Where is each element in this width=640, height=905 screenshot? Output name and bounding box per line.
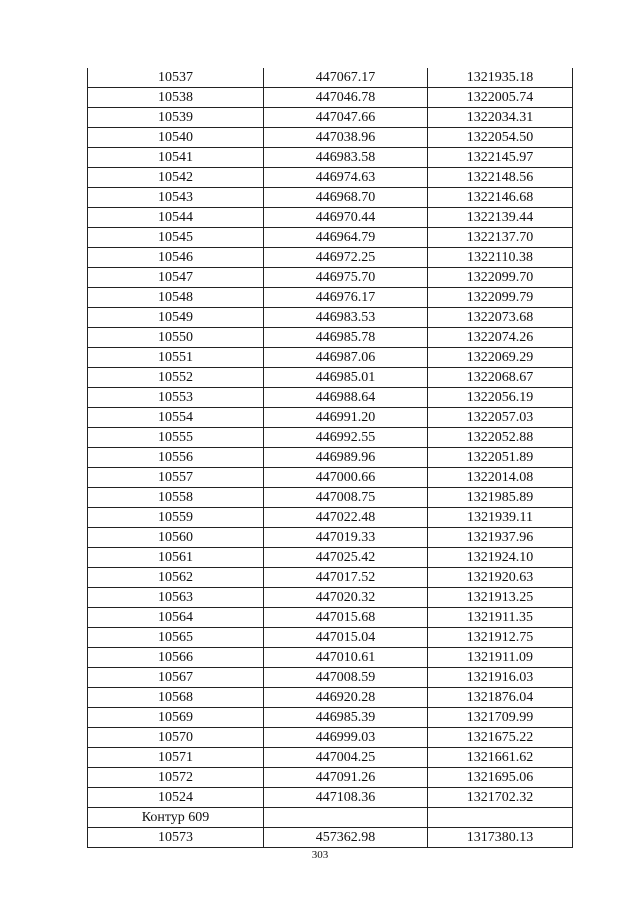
x-coordinate-cell: 446983.53: [264, 308, 428, 328]
x-coordinate-cell: 446970.44: [264, 208, 428, 228]
y-coordinate-cell: 1321913.25: [428, 588, 573, 608]
table-row: [88, 68, 573, 88]
x-coordinate-cell: 447010.61: [264, 648, 428, 668]
point-number-cell: 10560: [88, 528, 264, 548]
point-number-cell: 10524: [88, 788, 264, 808]
point-number-cell: 10573: [88, 828, 264, 848]
x-coordinate-cell: 446964.79: [264, 228, 428, 248]
x-coordinate-cell: 446991.20: [264, 408, 428, 428]
x-coordinate-cell: 446976.17: [264, 288, 428, 308]
table-row: [88, 368, 573, 388]
point-number-cell: 10555: [88, 428, 264, 448]
y-coordinate-cell: 1321935.18: [428, 68, 573, 88]
table-row: [88, 688, 573, 708]
y-coordinate-cell: 1322034.31: [428, 108, 573, 128]
table-row: [88, 388, 573, 408]
y-coordinate-cell: 1322069.29: [428, 348, 573, 368]
table-row: [88, 88, 573, 108]
point-number-cell: 10571: [88, 748, 264, 768]
table-row: [88, 788, 573, 808]
table-row: [88, 328, 573, 348]
x-coordinate-cell: 446985.01: [264, 368, 428, 388]
point-number-cell: 10550: [88, 328, 264, 348]
y-coordinate-cell: 1322145.97: [428, 148, 573, 168]
x-coordinate-cell: 447091.26: [264, 768, 428, 788]
y-coordinate-cell: 1321937.96: [428, 528, 573, 548]
x-coordinate-cell: 446989.96: [264, 448, 428, 468]
y-coordinate-cell: 1322137.70: [428, 228, 573, 248]
y-coordinate-cell: 1321912.75: [428, 628, 573, 648]
x-coordinate-cell: 447004.25: [264, 748, 428, 768]
y-coordinate-cell: 1321985.89: [428, 488, 573, 508]
point-number-cell: Контур 609: [88, 808, 264, 828]
point-number-cell: 10552: [88, 368, 264, 388]
point-number-cell: 10539: [88, 108, 264, 128]
y-coordinate-cell: 1321916.03: [428, 668, 573, 688]
table-row: [88, 188, 573, 208]
y-coordinate-cell: 1321695.06: [428, 768, 573, 788]
y-coordinate-cell: 1322052.88: [428, 428, 573, 448]
point-number-cell: 10572: [88, 768, 264, 788]
x-coordinate-cell: 447025.42: [264, 548, 428, 568]
y-coordinate-cell: 1321709.99: [428, 708, 573, 728]
table-row: [88, 268, 573, 288]
table-row: [88, 348, 573, 368]
y-coordinate-cell: 1322073.68: [428, 308, 573, 328]
y-coordinate-cell: 1322099.70: [428, 268, 573, 288]
y-coordinate-cell: 1321876.04: [428, 688, 573, 708]
x-coordinate-cell: 447108.36: [264, 788, 428, 808]
y-coordinate-cell: 1322014.08: [428, 468, 573, 488]
table-row: [88, 588, 573, 608]
point-number-cell: 10566: [88, 648, 264, 668]
y-coordinate-cell: 1322139.44: [428, 208, 573, 228]
point-number-cell: 10548: [88, 288, 264, 308]
y-coordinate-cell: 1322074.26: [428, 328, 573, 348]
table-row: [88, 808, 573, 828]
point-number-cell: 10554: [88, 408, 264, 428]
y-coordinate-cell: 1321702.32: [428, 788, 573, 808]
point-number-cell: 10565: [88, 628, 264, 648]
point-number-cell: 10567: [88, 668, 264, 688]
y-coordinate-cell: 1317380.13: [428, 828, 573, 848]
y-coordinate-cell: 1321911.35: [428, 608, 573, 628]
table-row: [88, 428, 573, 448]
x-coordinate-cell: 457362.98: [264, 828, 428, 848]
y-coordinate-cell: 1322110.38: [428, 248, 573, 268]
point-number-cell: 10568: [88, 688, 264, 708]
point-number-cell: 10545: [88, 228, 264, 248]
table-row: [88, 468, 573, 488]
point-number-cell: 10556: [88, 448, 264, 468]
table-row: [88, 628, 573, 648]
x-coordinate-cell: 446983.58: [264, 148, 428, 168]
y-coordinate-cell: 1322148.56: [428, 168, 573, 188]
y-coordinate-cell: 1321939.11: [428, 508, 573, 528]
y-coordinate-cell: [428, 808, 573, 828]
y-coordinate-cell: 1322051.89: [428, 448, 573, 468]
table-row: [88, 408, 573, 428]
table-row: [88, 228, 573, 248]
x-coordinate-cell: 446988.64: [264, 388, 428, 408]
x-coordinate-cell: 446920.28: [264, 688, 428, 708]
y-coordinate-cell: 1321911.09: [428, 648, 573, 668]
table-row: [88, 168, 573, 188]
point-number-cell: 10546: [88, 248, 264, 268]
x-coordinate-cell: 447000.66: [264, 468, 428, 488]
y-coordinate-cell: 1322057.03: [428, 408, 573, 428]
point-number-cell: 10551: [88, 348, 264, 368]
table-row: [88, 568, 573, 588]
point-number-cell: 10570: [88, 728, 264, 748]
point-number-cell: 10563: [88, 588, 264, 608]
point-number-cell: 10562: [88, 568, 264, 588]
table-row: [88, 288, 573, 308]
x-coordinate-cell: 447020.32: [264, 588, 428, 608]
coordinates-table-body: [88, 68, 573, 848]
x-coordinate-cell: 447038.96: [264, 128, 428, 148]
y-coordinate-cell: 1321675.22: [428, 728, 573, 748]
table-row: [88, 548, 573, 568]
y-coordinate-cell: 1322056.19: [428, 388, 573, 408]
y-coordinate-cell: 1321920.63: [428, 568, 573, 588]
y-coordinate-cell: 1321661.62: [428, 748, 573, 768]
point-number-cell: 10540: [88, 128, 264, 148]
table-row: [88, 728, 573, 748]
y-coordinate-cell: 1322005.74: [428, 88, 573, 108]
point-number-cell: 10549: [88, 308, 264, 328]
point-number-cell: 10559: [88, 508, 264, 528]
x-coordinate-cell: [264, 808, 428, 828]
table-row: [88, 308, 573, 328]
y-coordinate-cell: 1322146.68: [428, 188, 573, 208]
table-row: [88, 128, 573, 148]
x-coordinate-cell: 446985.78: [264, 328, 428, 348]
y-coordinate-cell: 1322054.50: [428, 128, 573, 148]
x-coordinate-cell: 447008.59: [264, 668, 428, 688]
table-row: [88, 208, 573, 228]
x-coordinate-cell: 446974.63: [264, 168, 428, 188]
x-coordinate-cell: 446985.39: [264, 708, 428, 728]
coordinates-table: [87, 68, 573, 848]
x-coordinate-cell: 447019.33: [264, 528, 428, 548]
table-row: [88, 488, 573, 508]
x-coordinate-cell: 446968.70: [264, 188, 428, 208]
point-number-cell: 10569: [88, 708, 264, 728]
x-coordinate-cell: 447015.68: [264, 608, 428, 628]
x-coordinate-cell: 446975.70: [264, 268, 428, 288]
x-coordinate-cell: 447017.52: [264, 568, 428, 588]
x-coordinate-cell: 447067.17: [264, 68, 428, 88]
table-row: [88, 508, 573, 528]
table-row: [88, 748, 573, 768]
table-row: [88, 828, 573, 848]
point-number-cell: 10547: [88, 268, 264, 288]
table-row: [88, 108, 573, 128]
y-coordinate-cell: 1321924.10: [428, 548, 573, 568]
point-number-cell: 10553: [88, 388, 264, 408]
point-number-cell: 10544: [88, 208, 264, 228]
table-row: [88, 648, 573, 668]
table-row: [88, 708, 573, 728]
table-row: [88, 528, 573, 548]
table-row: [88, 768, 573, 788]
table-row: [88, 448, 573, 468]
x-coordinate-cell: 447047.66: [264, 108, 428, 128]
x-coordinate-cell: 447022.48: [264, 508, 428, 528]
y-coordinate-cell: 1322068.67: [428, 368, 573, 388]
x-coordinate-cell: 447015.04: [264, 628, 428, 648]
table-row: [88, 608, 573, 628]
table-row: [88, 248, 573, 268]
point-number-cell: 10558: [88, 488, 264, 508]
x-coordinate-cell: 446992.55: [264, 428, 428, 448]
point-number-cell: 10564: [88, 608, 264, 628]
point-number-cell: 10557: [88, 468, 264, 488]
y-coordinate-cell: 1322099.79: [428, 288, 573, 308]
x-coordinate-cell: 446987.06: [264, 348, 428, 368]
point-number-cell: 10542: [88, 168, 264, 188]
x-coordinate-cell: 446999.03: [264, 728, 428, 748]
x-coordinate-cell: 447046.78: [264, 88, 428, 108]
table-row: [88, 668, 573, 688]
point-number-cell: 10537: [88, 68, 264, 88]
page-number: 303: [311, 849, 329, 861]
x-coordinate-cell: 446972.25: [264, 248, 428, 268]
point-number-cell: 10543: [88, 188, 264, 208]
x-coordinate-cell: 447008.75: [264, 488, 428, 508]
point-number-cell: 10538: [88, 88, 264, 108]
table-row: [88, 148, 573, 168]
point-number-cell: 10541: [88, 148, 264, 168]
point-number-cell: 10561: [88, 548, 264, 568]
